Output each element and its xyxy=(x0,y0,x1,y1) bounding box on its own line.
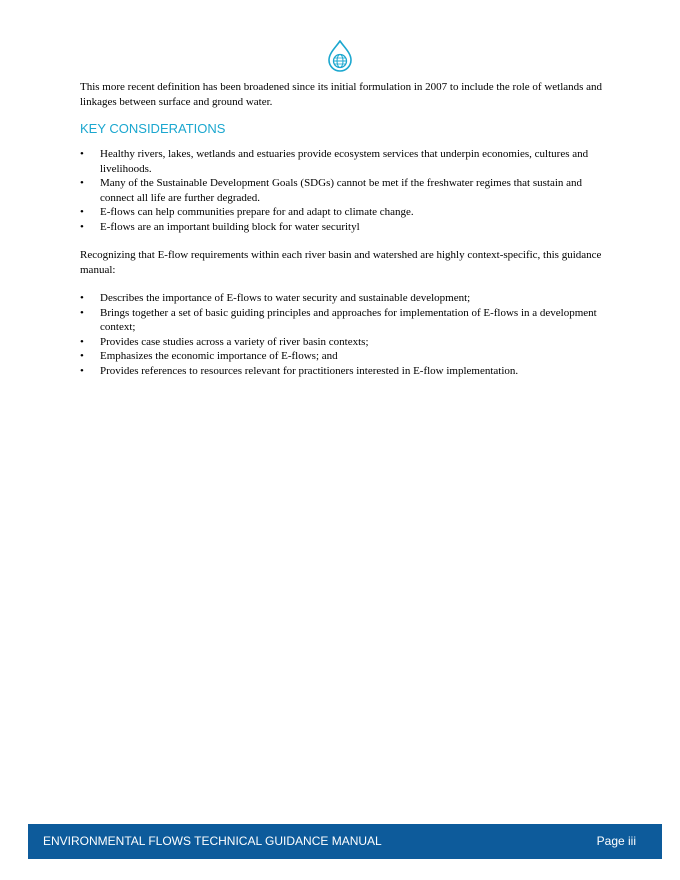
bullet-marker: • xyxy=(80,350,84,362)
list-item-text: Many of the Sustainable Development Goals (SDGs) cannot be met if the freshwater regimes that sustain and connect all life are further degraded. xyxy=(100,177,583,204)
list-item xyxy=(80,306,605,335)
list-item-text: E-flows can help communities prepare for and adapt to climate change. xyxy=(100,206,414,218)
list-item xyxy=(80,364,605,379)
list-item xyxy=(80,335,605,350)
list-item-text: Healthy rivers, lakes, wetlands and estuaries provide ecosystem services that underpin economies, cultures and livelihoods. xyxy=(100,148,589,175)
bullet-marker: • xyxy=(80,364,84,377)
list-item xyxy=(80,349,605,364)
key-considerations-heading: KEY CONSIDERATIONS xyxy=(80,121,226,136)
bullet-marker: • xyxy=(80,306,84,319)
water-drop-globe-icon xyxy=(326,40,354,72)
key-considerations-list xyxy=(80,147,605,234)
list-item-text: Provides references to resources relevant for practitioners interested in E-flow implementation. xyxy=(100,364,519,377)
list-item-text: Brings together a set of basic guiding principles and approaches for implementation of E-flows in a development context; xyxy=(100,306,597,333)
bullet-marker: • xyxy=(80,220,84,233)
list-item-text: Emphasizes the economic importance of E-flows; and xyxy=(100,350,338,362)
list-item xyxy=(80,205,605,220)
page-number: Page iii xyxy=(596,834,636,848)
bullet-marker: • xyxy=(80,292,84,304)
list-item xyxy=(80,176,605,205)
list-item xyxy=(80,291,605,306)
page-footer xyxy=(28,824,662,859)
list-item-text: E-flows are an important building block for water securityl xyxy=(100,220,360,233)
bullet-marker: • xyxy=(80,177,84,189)
manual-intro-paragraph: Recognizing that E-flow requirements within each river basin and watershed are highly context-specific, this guidance manual: xyxy=(80,249,602,276)
intro-paragraph: This more recent definition has been broadened since its initial formulation in 2007 to include the role of wetlands and linkages between surface and ground water. xyxy=(80,81,603,108)
list-item xyxy=(80,220,605,235)
bullet-marker: • xyxy=(80,335,84,348)
bullet-marker: • xyxy=(80,148,84,160)
list-item-text: Provides case studies across a variety of river basin contexts; xyxy=(100,335,369,348)
manual-points-list xyxy=(80,291,605,378)
bullet-marker: • xyxy=(80,206,84,218)
list-item xyxy=(80,147,605,176)
list-item-text: Describes the importance of E-flows to water security and sustainable development; xyxy=(100,292,471,304)
footer-title: ENVIRONMENTAL FLOWS TECHNICAL GUIDANCE MANUAL xyxy=(43,834,382,848)
